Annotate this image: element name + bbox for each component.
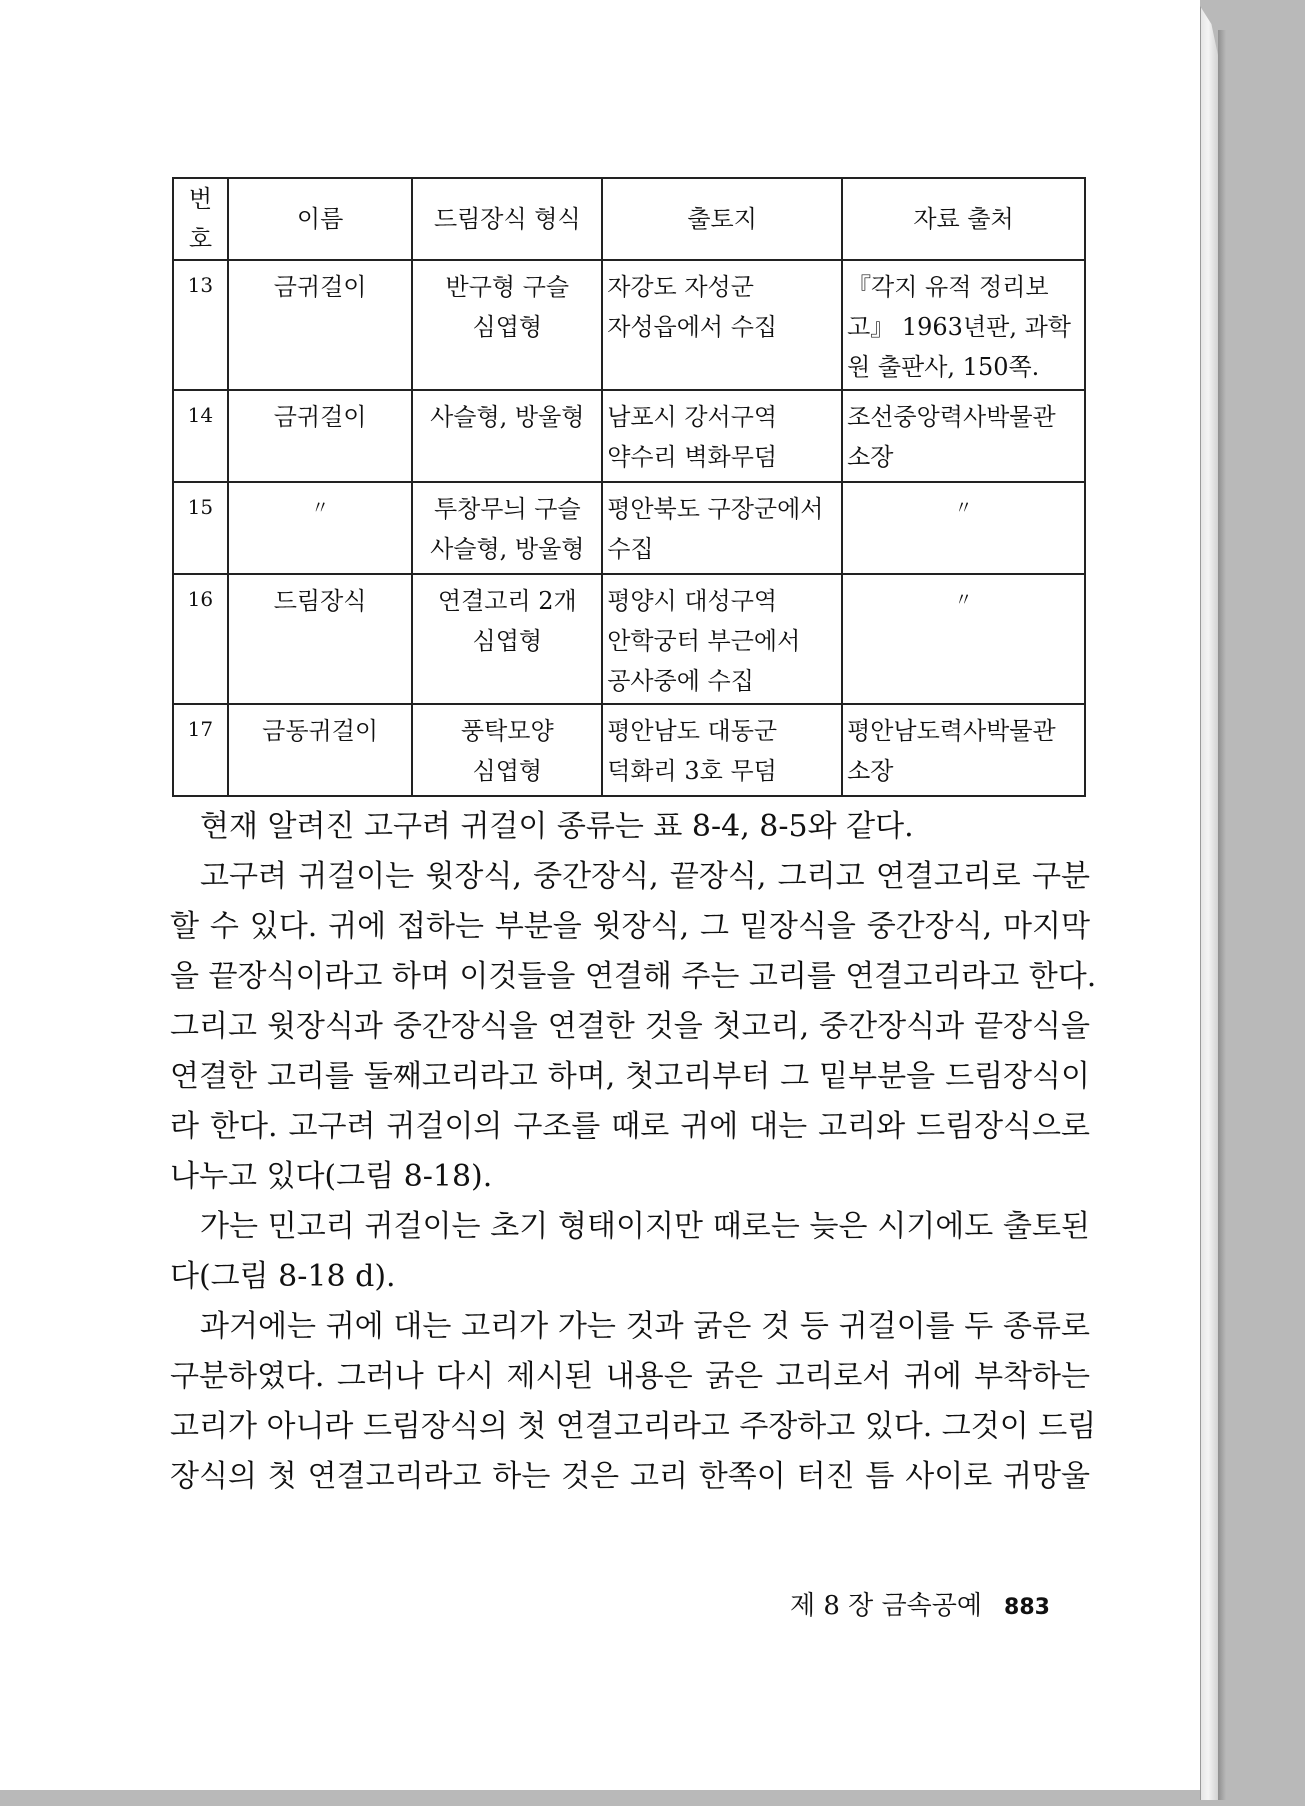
row-source [842, 260, 1085, 390]
row-site [602, 574, 842, 704]
site-line: 자성읍에서 수집 [607, 313, 778, 341]
text-line: 나누고 있다(그림 8-18). [170, 1159, 493, 1194]
row-number: 17 [173, 704, 228, 796]
row-number: 16 [173, 574, 228, 704]
text-line: 구분하였다. 그러나 다시 제시된 내용은 굵은 고리로서 귀에 부착하는 [170, 1359, 1090, 1394]
header-number: 번호 [173, 178, 228, 260]
row-source [842, 482, 1085, 574]
row-form [412, 482, 602, 574]
site-line: 공사중에 수집 [607, 667, 754, 695]
header-source: 자료 출처 [842, 178, 1085, 260]
row-form [412, 574, 602, 704]
form-line: 심엽형 [472, 757, 543, 785]
form-line: 풍탁모양 [460, 717, 554, 745]
body-text [170, 802, 1097, 1502]
row-form [412, 390, 602, 482]
row-name: 〃 [228, 482, 413, 574]
site-line: 자강도 자성군 [607, 273, 754, 301]
form-line: 연결고리 2개 [437, 587, 577, 615]
text-line: 그리고 윗장식과 중간장식을 연결한 것을 첫고리, 중간장식과 끝장식을 [170, 1009, 1090, 1044]
site-line: 덕화리 3호 무덤 [607, 757, 777, 785]
row-name: 금귀걸이 [228, 260, 413, 390]
row-site [602, 260, 842, 390]
source-line: 소장 [847, 757, 894, 785]
source-line: 〃 [954, 498, 973, 519]
site-line: 평양시 대성구역 [607, 587, 778, 615]
header-site: 출토지 [602, 178, 842, 260]
text-line: 을 끝장식이라고 하며 이것들을 연결해 주는 고리를 연결고리라고 한다. [170, 959, 1097, 994]
form-line: 반구형 구슬 [445, 273, 570, 301]
page-number: 883 [1004, 1595, 1050, 1620]
row-form [412, 704, 602, 796]
table-row [173, 574, 1085, 704]
source-line: 원 출판사, 150쪽. [847, 353, 1040, 381]
earring-table [172, 177, 1086, 797]
table-row [173, 704, 1085, 796]
page-footer [790, 1585, 1050, 1622]
table-row [173, 390, 1085, 482]
row-name: 드림장식 [228, 574, 413, 704]
form-line: 사슬형, 방울형 [430, 403, 585, 431]
source-line: 소장 [847, 443, 894, 471]
source-line: 조선중앙력사박물관 [847, 403, 1056, 431]
form-line: 심엽형 [472, 313, 543, 341]
row-name: 금귀걸이 [228, 390, 413, 482]
site-line: 남포시 강서구역 [607, 403, 778, 431]
header-name: 이름 [228, 178, 413, 260]
site-line: 수집 [607, 535, 654, 563]
text-line: 고구려 귀걸이는 윗장식, 중간장식, 끝장식, 그리고 연결고리로 구분 [200, 859, 1090, 894]
row-number: 15 [173, 482, 228, 574]
row-number: 14 [173, 390, 228, 482]
row-source [842, 390, 1085, 482]
row-source [842, 574, 1085, 704]
paragraph [170, 802, 1090, 852]
text-line: 장식의 첫 연결고리라고 하는 것은 고리 한쪽이 터진 틈 사이로 귀망울 [170, 1459, 1090, 1494]
site-line: 평안북도 구장군에서 [607, 495, 824, 523]
row-site [602, 390, 842, 482]
row-site [602, 704, 842, 796]
row-form [412, 260, 602, 390]
text-line: 라 한다. 고구려 귀걸이의 구조를 때로 귀에 대는 고리와 드림장식으로 [170, 1109, 1090, 1144]
site-line: 약수리 벽화무덤 [607, 443, 778, 471]
row-source [842, 704, 1085, 796]
table-row [173, 260, 1085, 390]
paragraph [170, 1202, 1090, 1302]
chapter-title: 제 8 장 금속공예 [790, 1591, 983, 1621]
text-line: 과거에는 귀에 대는 고리가 가는 것과 굵은 것 등 귀걸이를 두 종류로 [200, 1309, 1090, 1344]
text-line: 연결한 고리를 둘째고리라고 하며, 첫고리부터 그 밑부분을 드림장식이 [170, 1059, 1090, 1094]
site-line: 안학궁터 부근에서 [607, 627, 801, 655]
header-form: 드림장식 형식 [412, 178, 602, 260]
source-line: 〃 [954, 590, 973, 611]
table-row [173, 482, 1085, 574]
paragraph [170, 852, 1097, 1202]
row-site [602, 482, 842, 574]
text-line: 고리가 아니라 드림장식의 첫 연결고리라고 주장하고 있다. 그것이 드림 [170, 1409, 1097, 1444]
page-shadow [1218, 30, 1226, 1800]
source-line: 『각지 유적 정리보 [847, 273, 1049, 301]
source-line: 평안남도력사박물관 [847, 717, 1056, 745]
row-number: 13 [173, 260, 228, 390]
text-line: 현재 알려진 고구려 귀걸이 종류는 표 8-4, 8-5와 같다. [200, 809, 914, 844]
paragraph [170, 1302, 1097, 1502]
table-header-row [173, 178, 1085, 260]
form-line: 심엽형 [472, 627, 543, 655]
text-line: 할 수 있다. 귀에 접하는 부분을 윗장식, 그 밑장식을 중간장식, 마지막 [170, 909, 1090, 944]
text-line: 다(그림 8-18 d). [170, 1259, 396, 1294]
row-name: 금동귀걸이 [228, 704, 413, 796]
text-line: 가는 민고리 귀걸이는 초기 형태이지만 때로는 늦은 시기에도 출토된 [200, 1209, 1090, 1244]
site-line: 평안남도 대동군 [607, 717, 778, 745]
form-line: 사슬형, 방울형 [430, 535, 585, 563]
page-edge [1200, 6, 1219, 1800]
source-line: 고』 1963년판, 과학 [847, 313, 1071, 341]
form-line: 투창무늬 구슬 [433, 495, 581, 523]
